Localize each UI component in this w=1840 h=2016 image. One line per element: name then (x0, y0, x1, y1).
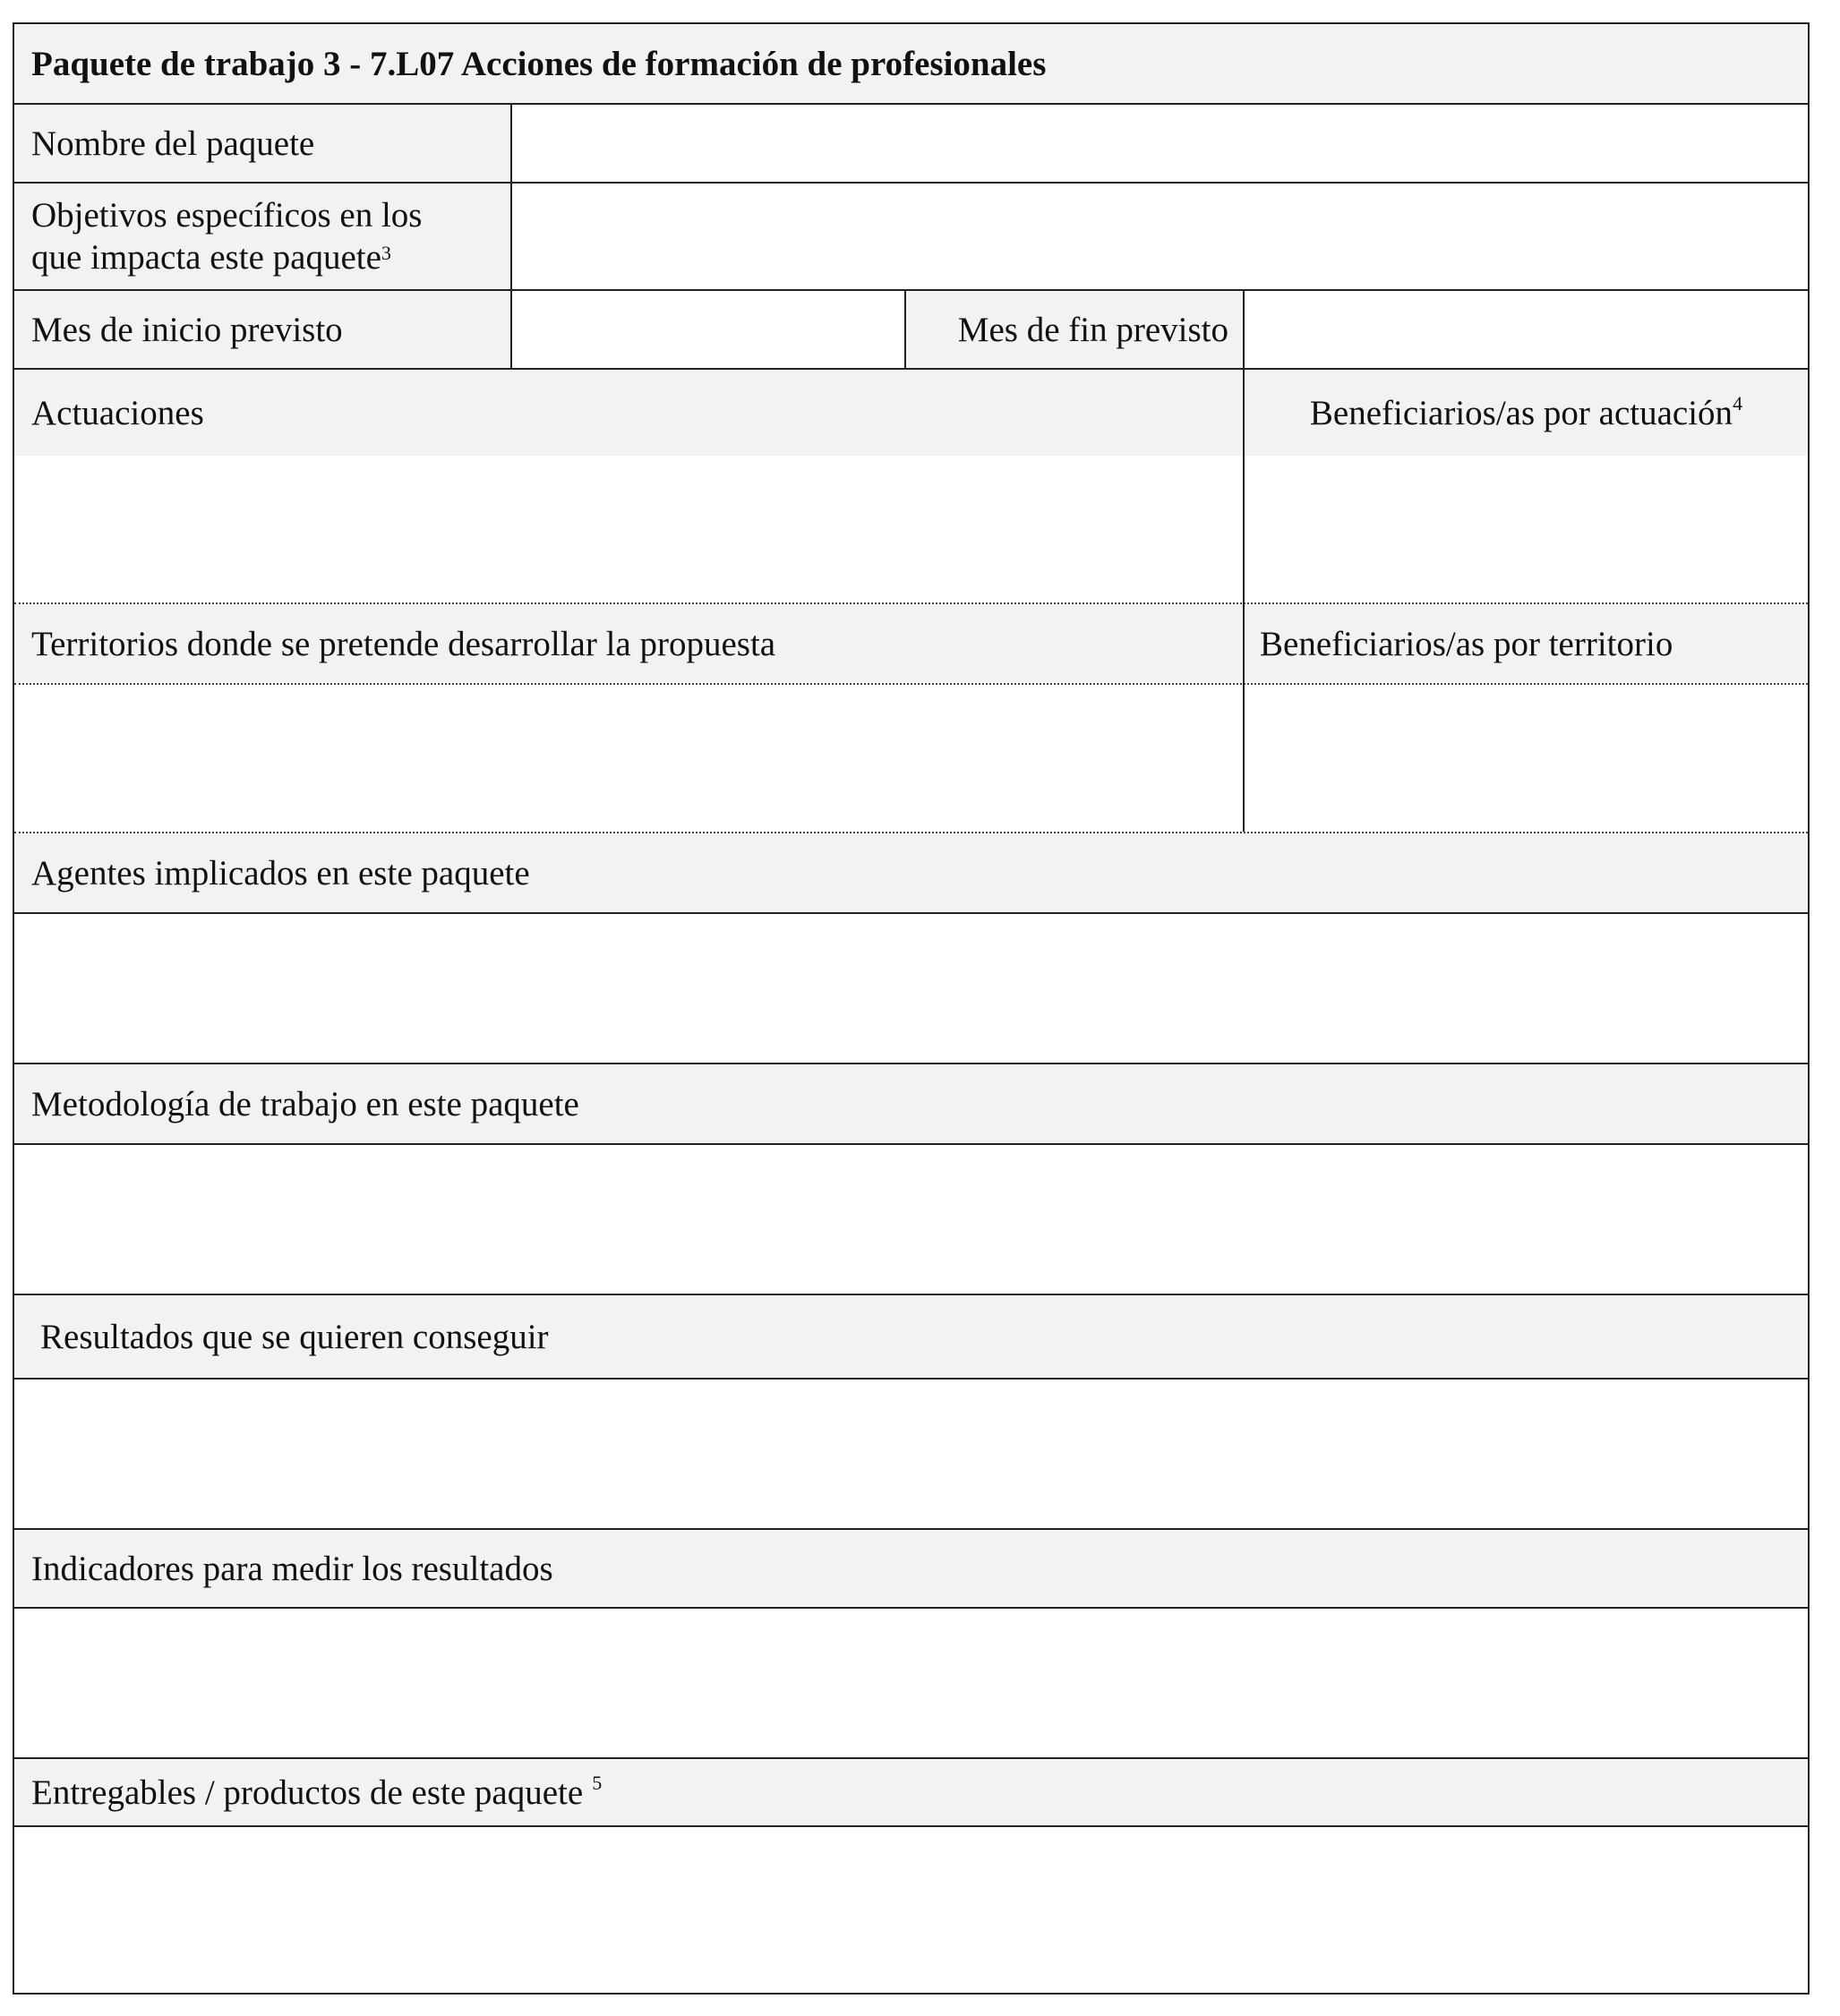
indicadores-label-text: Indicadores para medir los resultados (31, 1549, 553, 1588)
mes-fin-label (906, 291, 1243, 368)
beneficiarios-territorio-label (1245, 604, 1808, 683)
objetivos-label-line2-wrap (31, 236, 391, 278)
territorios-label (14, 604, 1243, 683)
beneficiarios-actuacion-label-text: Beneficiarios/as por actuación (1309, 393, 1733, 432)
mes-fin-field[interactable] (1245, 291, 1808, 368)
objetivos-label-line2: que impacta este paquete (31, 238, 381, 277)
form-title-text: Paquete de trabajo 3 - 7.L07 Acciones de formación de profesionales (31, 44, 1047, 83)
entregables-field[interactable] (14, 1827, 1808, 1993)
indicadores-label (14, 1530, 1808, 1607)
metodologia-label (14, 1064, 1808, 1143)
actuaciones-label-text: Actuaciones (31, 393, 204, 432)
objetivos-label-line1: Objetivos específicos en los (31, 196, 423, 235)
mes-inicio-field[interactable] (512, 291, 904, 368)
indicadores-field[interactable] (14, 1609, 1808, 1757)
beneficiarios-actuacion-field[interactable] (1245, 456, 1808, 602)
mes-inicio-label (14, 291, 510, 368)
nombre-field[interactable] (512, 105, 1808, 182)
agentes-label (14, 833, 1808, 912)
territorios-label-text: Territorios donde se pretende desarrollar la propuesta (31, 624, 776, 663)
agentes-field[interactable] (14, 914, 1808, 1063)
actuaciones-field[interactable] (14, 456, 1243, 602)
metodologia-field[interactable] (14, 1145, 1808, 1294)
beneficiarios-territorio-field[interactable] (1245, 685, 1808, 832)
beneficiarios-territorio-label-text: Beneficiarios/as por territorio (1260, 624, 1673, 663)
footnote-3: 3 (381, 242, 391, 264)
agentes-label-text: Agentes implicados en este paquete (31, 853, 530, 893)
metodologia-label-text: Metodología de trabajo en este paquete (31, 1084, 579, 1123)
form-title (14, 24, 1808, 103)
mes-fin-label-text: Mes de fin previsto (957, 310, 1228, 349)
territorios-field[interactable] (14, 685, 1243, 832)
objetivos-label (14, 184, 510, 289)
actuaciones-label (14, 370, 1243, 456)
beneficiarios-actuacion-label: Beneficiarios/as por actuación $^4$ (1245, 370, 1808, 456)
nombre-label-text: Nombre del paquete (31, 124, 315, 163)
entregables-label: Entregables / productos de este paquete $^5$ (14, 1759, 1808, 1825)
nombre-label (14, 105, 510, 182)
mes-inicio-label-text: Mes de inicio previsto (31, 310, 343, 349)
resultados-label-text: Resultados que se quieren conseguir (40, 1317, 549, 1356)
resultados-field[interactable] (14, 1380, 1808, 1528)
entregables-label-text: Entregables / productos de este paquete (31, 1773, 584, 1812)
objetivos-field[interactable] (512, 184, 1808, 289)
resultados-label (14, 1295, 1808, 1378)
work-package-form (13, 22, 1810, 1995)
